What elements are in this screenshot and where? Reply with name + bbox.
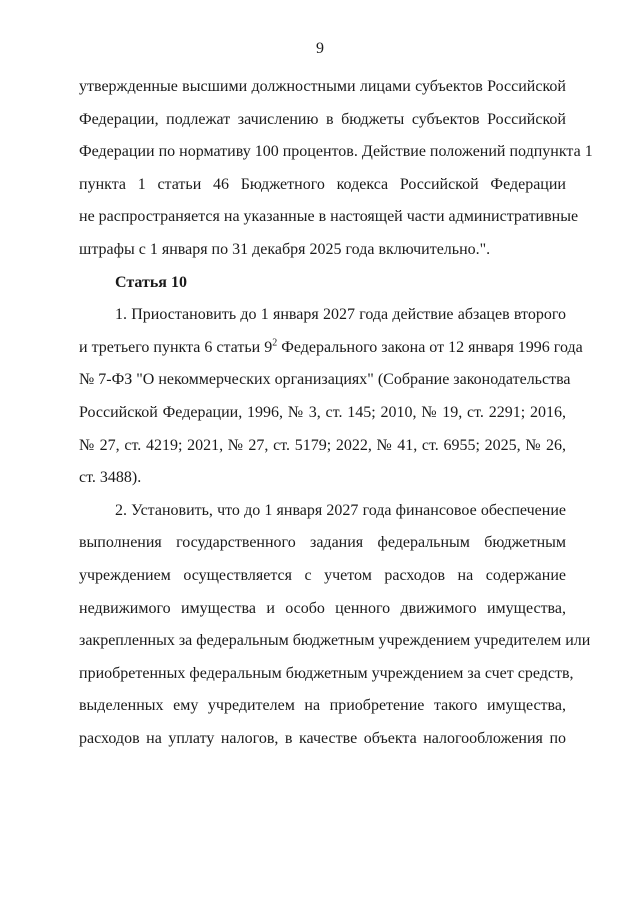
text-line: выделенных ему учредителем на приобретение такого имущества,	[79, 697, 566, 715]
article-point-1	[79, 299, 583, 495]
text-line: пункта 1 статьи 46 Бюджетного кодекса Российской Федерации	[79, 175, 566, 193]
text-line: Федерации, подлежат зачислению в бюджеты субъектов Российской	[79, 110, 566, 128]
text-fragment: Федерального закона от 12 января 1996 года	[277, 338, 583, 356]
text-line: 1. Приостановить до 1 января 2027 года действие абзацев второго	[115, 306, 566, 324]
page-number: 9	[316, 40, 324, 57]
text-line: штрафы с 1 января по 31 декабря 2025 года включительно.".	[79, 240, 491, 258]
text-line: расходов на уплату налогов, в качестве объекта налогообложения по	[79, 729, 566, 747]
article-point-2	[79, 495, 591, 756]
text-line: приобретенных федеральным бюджетным учреждением за счет средств,	[79, 664, 574, 682]
text-line: ст. 3488).	[79, 469, 142, 487]
paragraph-continuation	[79, 71, 593, 267]
text-line: не распространяется на указанные в настоящей части административные	[79, 208, 579, 226]
text-line	[79, 332, 583, 365]
text-line: Российской Федерации, 1996, № 3, ст. 145; 2010, № 19, ст. 2291; 2016,	[79, 403, 566, 421]
superscript: 2	[272, 337, 278, 349]
text-line: № 27, ст. 4219; 2021, № 27, ст. 5179; 2022, № 41, ст. 6955; 2025, № 26,	[79, 436, 566, 454]
document-body	[79, 71, 593, 755]
text-fragment: и третьего пункта 6 статьи 9	[79, 338, 273, 356]
text-line: утвержденные высшими должностными лицами субъектов Российской	[79, 78, 566, 95]
text-line: учреждением осуществляется с учетом расходов на содержание	[79, 566, 566, 584]
text-line: 2. Установить, что до 1 января 2027 года финансовое обеспечение	[115, 501, 566, 519]
text-line: Федерации по нормативу 100 процентов. Действие положений подпункта 1	[79, 143, 593, 161]
text-line: недвижимого имущества и особо ценного движимого имущества,	[79, 599, 566, 617]
text-line: № 7-ФЗ "О некоммерческих организациях" (Собрание законодательства	[79, 371, 571, 389]
text-line: выполнения государственного задания федеральным бюджетным	[79, 534, 566, 552]
text-line: закрепленных за федеральным бюджетным учреждением учредителем или	[79, 632, 591, 650]
article-title: Статья 10	[115, 273, 187, 291]
